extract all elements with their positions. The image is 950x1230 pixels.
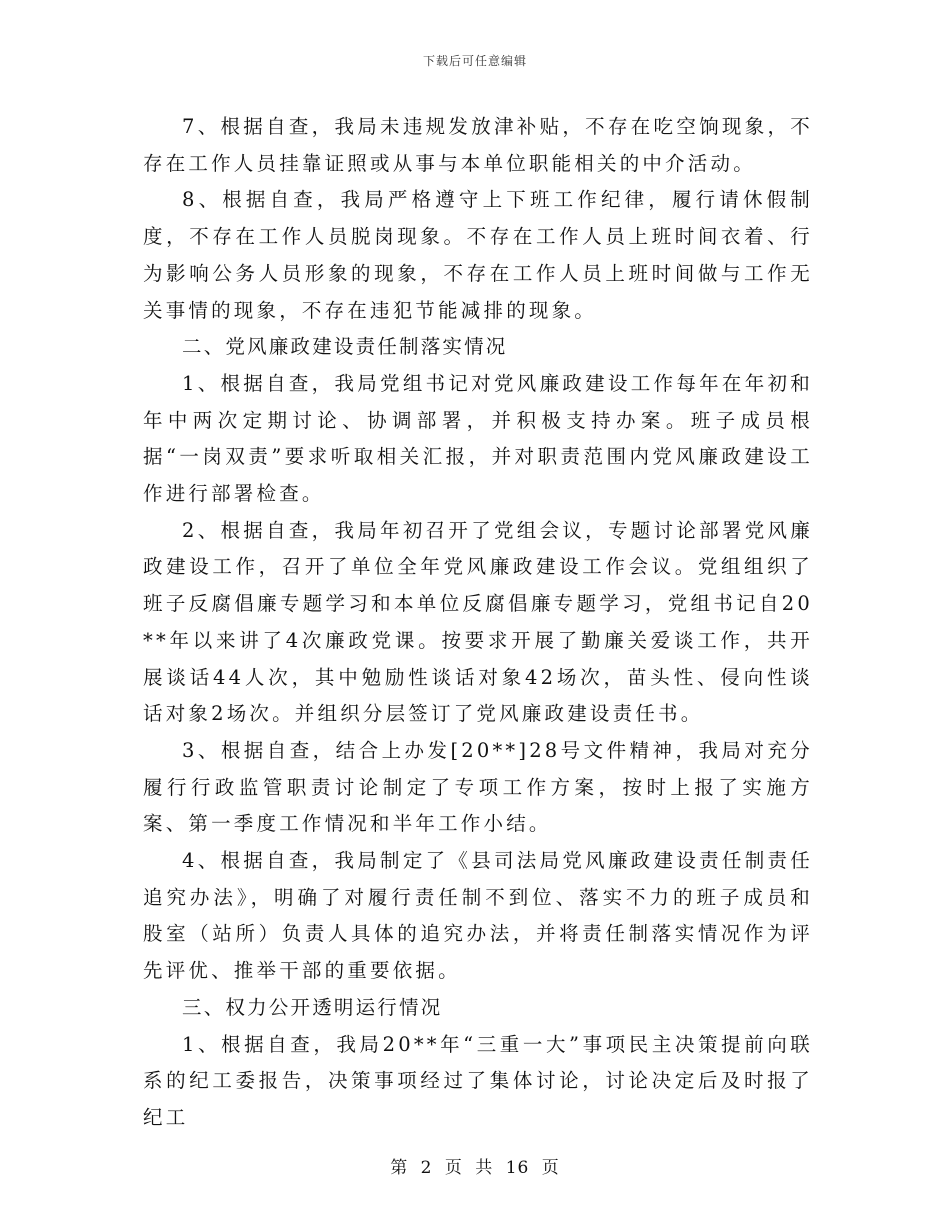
paragraph-section2-item-4: 4、根据自查，我局制定了《县司法局党风廉政建设责任制责任追究办法》，明确了对履行责任制不到位、落实不力的班子成员和股室（站所）负责人具体的追究办法，并将责任制落实情况作为评先评优、推举干部的重要依据。 [143,849,813,983]
footer-page-label: 第 [390,1158,409,1178]
paragraph-item-8: 8、根据自查，我局严格遵守上下班工作纪律，履行请休假制度，不存在工作人员脱岗现象。不存在工作人员上班时间衣着、行为影响公务人员形象的现象，不存在工作人员上班时间做与工作无关事情的现象，不存在违犯节能减排的现象。 [143,188,813,322]
document-body [143,109,813,1137]
paragraph-section2-item-3: 3、根据自查，结合上办发[20**]28号文件精神，我局对充分履行行政监管职责讨论制定了专项工作方案，按时上报了实施方案、第一季度工作情况和半年工作小结。 [143,738,813,836]
section-heading-3: 三、权力公开透明运行情况 [182,995,443,1019]
footer-total-pages: 16 [505,1158,530,1178]
footer-total-unit: 页 [541,1158,560,1178]
footer-page-number: 2 [420,1158,433,1178]
footer-page-unit: 页 [444,1158,463,1178]
paragraph-section2-item-2: 2、根据自查，我局年初召开了党组会议，专题讨论部署党风廉政建设工作，召开了单位全年党风廉政建设工作会议。党组组织了班子反腐倡廉专题学习和本单位反腐倡廉专题学习，党组书记自20**年以来讲了4次廉政党课。按要求开展了勤廉关爱谈工作，共开展谈话44人次，其中勉励性谈话对象42场次，苗头性、侵向性谈话对象2场次。并组织分层签订了党风廉政建设责任书。 [143,518,813,726]
paragraph-section3-item-1: 1、根据自查，我局20**年“三重一大”事项民主决策提前向联系的纪工委报告，决策事项经过了集体讨论，讨论决定后及时报了纪工 [143,1032,813,1129]
section-heading-2: 二、党风廉政建设责任制落实情况 [182,335,508,359]
paragraph-item-7: 7、根据自查，我局未违规发放津补贴，不存在吃空饷现象，不存在工作人员挂靠证照或从事与本单位职能相关的中介活动。 [143,115,813,175]
page-footer [0,1153,950,1178]
paragraph-section2-item-1: 1、根据自查，我局党组书记对党风廉政建设工作每年在年初和年中两次定期讨论、协调部署，并积极支持办案。班子成员根据“一岗双责”要求听取相关汇报，并对职责范围内党风廉政建设工作进行部署检查。 [143,371,813,506]
footer-total-label: 共 [475,1158,494,1178]
page-header-note: 下载后可任意编辑 [422,54,527,68]
